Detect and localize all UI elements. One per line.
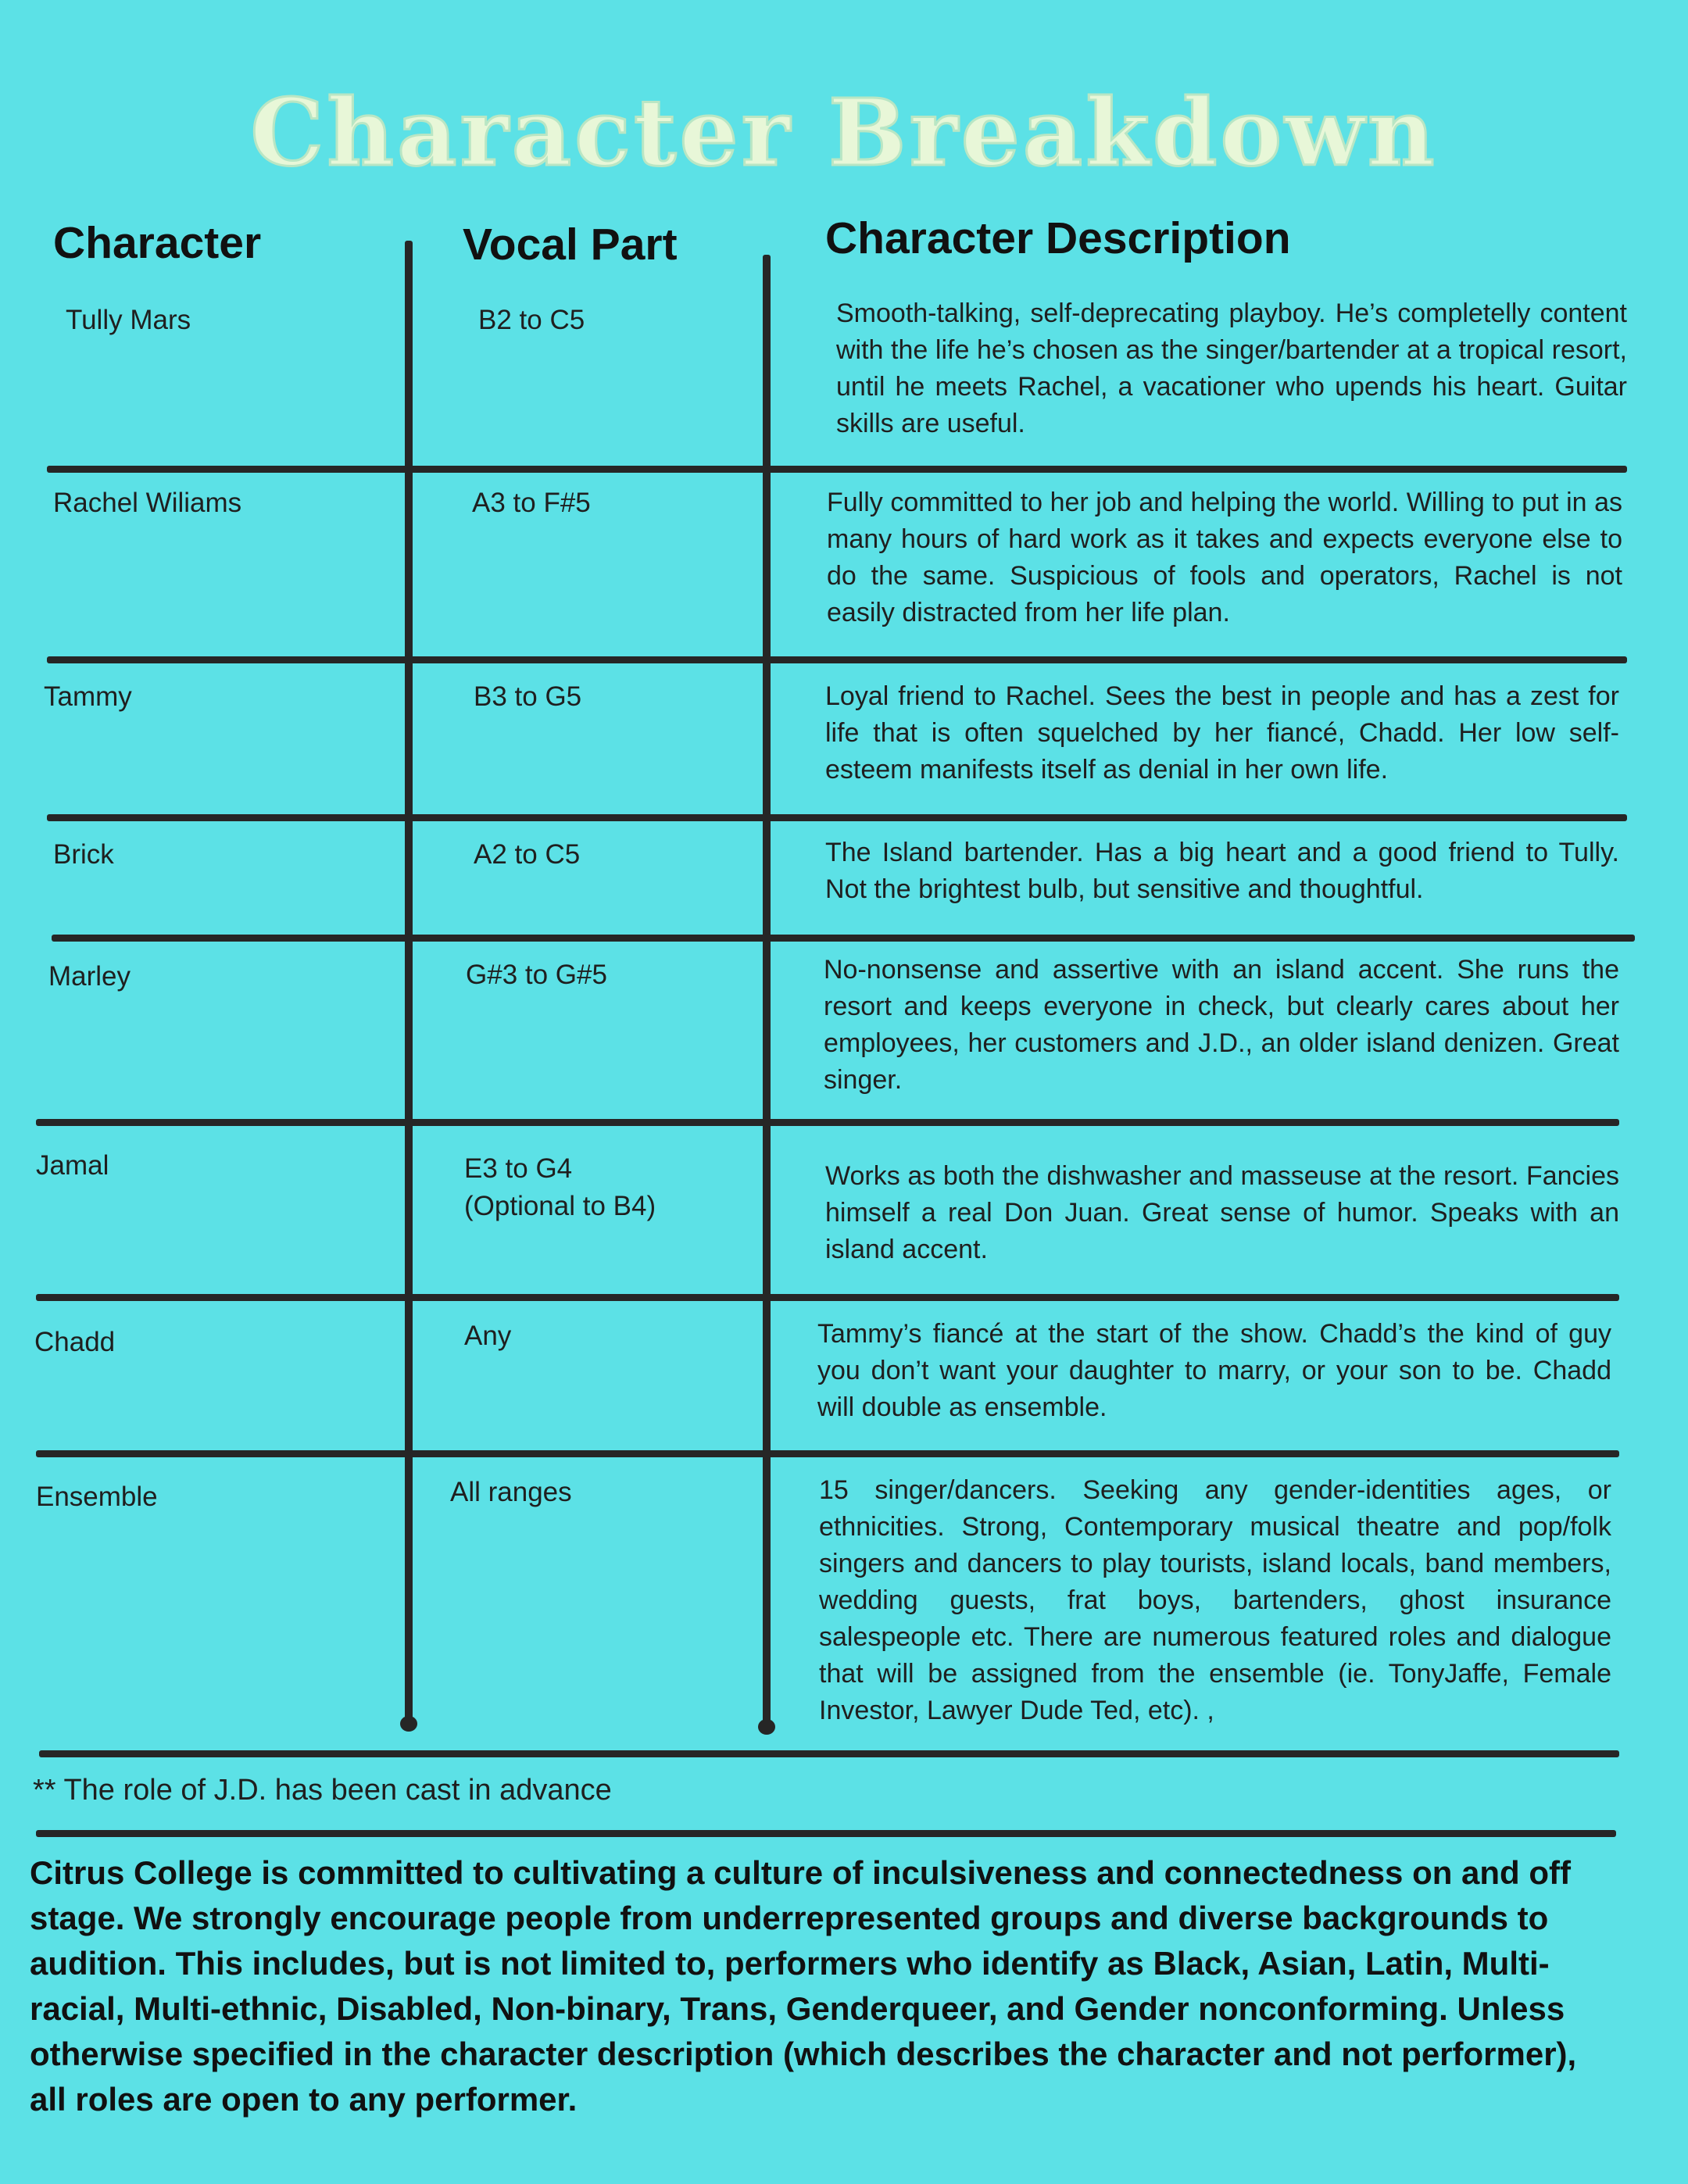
character-name: Chadd [34,1327,116,1357]
row-divider [36,1119,1619,1126]
vocal-range: E3 to G4 [464,1153,573,1184]
vocal-range: Any [464,1321,512,1351]
row-divider [47,656,1627,663]
character-name: Rachel Wiliams [53,488,242,518]
row-divider [36,1830,1616,1837]
vocal-range: A2 to C5 [474,839,581,870]
column-divider-right [763,255,771,1732]
inclusion-statement: Citrus College is committed to cultivating a culture of inculsiveness and connectedness on and off stage. We strongly encourage people from underrepresented groups and diverse backgrounds to audition. This includes, but is not limited to, performers who identify as Black, Asian, Latin, Multi-racial, Multi-ethnic, Disabled, Non-binary, Trans, Genderqueer, and Gender nonconforming. Unless otherwise specified in the character description (which describes the character and not performer), all roles are open to any performer. [30,1854,1577,2118]
character-name: Tammy [44,681,132,712]
row-divider [36,1294,1619,1301]
character-description: Loyal friend to Rachel. Sees the best in people and has a zest for life that is often squelched by her fiancé, Chadd. Her low self-esteem manifests itself as denial in her own life. [825,681,1619,785]
row-divider [47,466,1627,473]
row-divider [39,1750,1619,1757]
character-description: 15 singer/dancers. Seeking any gender-identities ages, or ethnicities. Strong, Contemporary musical theatre and pop/folk singers and dancers to play tourists, island locals, band members, wedding guests, frat boys, bartenders, ghost insurance salespeople etc. There are numerous featured roles and dialogue that will be assigned from the ensemble (ie. TonyJaffe, Female Investor, Lawyer Dude Ted, etc). , [819,1475,1611,1725]
character-description: No-nonsense and assertive with an island accent. She runs the resort and keeps everyone in check, but clearly cares about her employees, her customers and J.D., an older island denizen. Great singer. [824,955,1619,1095]
character-name: Brick [53,839,114,870]
vocal-range: All ranges [450,1477,572,1507]
vocal-range: B2 to C5 [478,305,585,335]
character-name: Tully Mars [66,305,191,335]
character-description: The Island bartender. Has a big heart and a good friend to Tully. Not the brightest bulb, but sensitive and thoughtful. [825,838,1619,904]
row-divider [36,1450,1619,1457]
character-name: Jamal [36,1150,109,1181]
vocal-range-optional: (Optional to B4) [464,1191,656,1221]
vocal-range: A3 to F#5 [472,488,591,518]
header-vocal-part: Vocal Part [463,220,678,270]
character-name: Ensemble [36,1482,158,1512]
page-title: Character Breakdown [250,78,1438,187]
row-divider [52,935,1635,942]
character-description: Tammy’s fiancé at the start of the show. Chadd’s the kind of guy you don’t want your daughter to marry, or your son to be. Chadd will double as ensemble. [817,1319,1611,1422]
character-description: Fully committed to her job and helping the world. Willing to put in as many hours of hard work as it takes and expects everyone else to do the same. Suspicious of fools and operators, Rachel is not easily distracted from her life plan. [827,488,1622,627]
vocal-range: B3 to G5 [474,681,582,712]
character-description: Works as both the dishwasher and masseuse at the resort. Fancies himself a real Don Juan. Great sense of humor. Speaks with an island accent. [825,1161,1619,1264]
row-divider [47,814,1627,821]
divider-end-dot-left [400,1716,417,1732]
footnote: ** The role of J.D. has been cast in advance [33,1774,612,1807]
divider-end-dot-right [758,1719,775,1735]
header-character-description: Character Description [825,213,1291,263]
column-divider-left [405,241,413,1725]
character-name: Marley [48,961,131,992]
header-character: Character [53,218,262,268]
character-description: Smooth-talking, self-deprecating playboy. He’s completelly content with the life he’s chosen as the singer/bartender at a tropical resort, until he meets Rachel, a vacationer who upends his heart. Guitar skills are useful. [836,298,1627,438]
vocal-range: G#3 to G#5 [466,960,607,990]
